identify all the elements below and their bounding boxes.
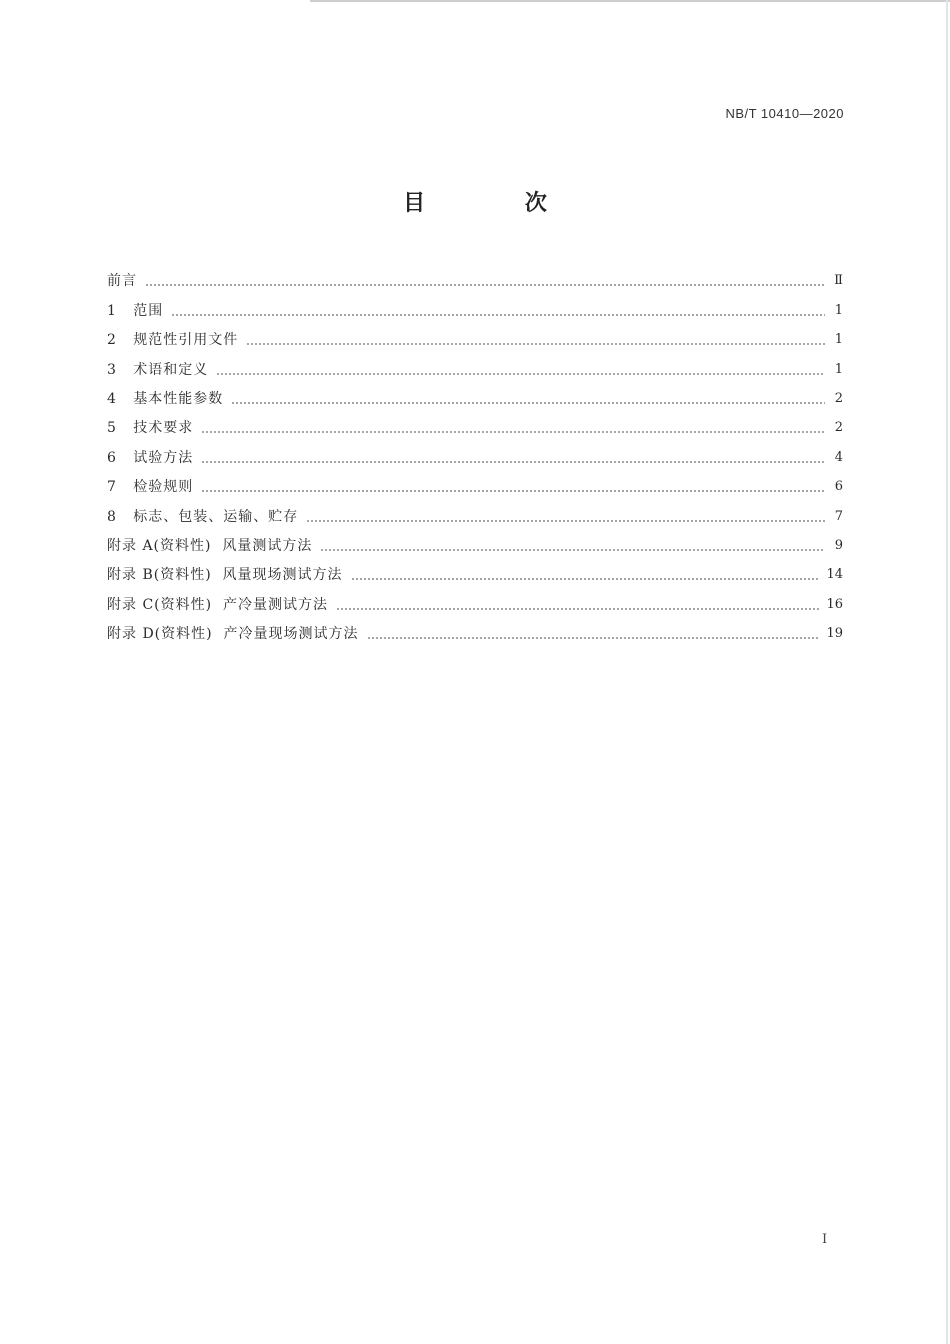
toc-entry-label: 前言 [107,273,137,290]
toc-entry-page: 7 [834,508,843,524]
dot-leader [351,578,821,580]
toc-entry-annex-a[interactable] [107,527,843,556]
toc-entry-scope[interactable] [107,291,843,320]
toc-entry-terms-definitions[interactable] [107,350,843,379]
scan-edge-top [310,0,950,2]
dot-leader [216,373,825,375]
dot-leader [145,284,825,286]
toc-entry-label: 附录 C(资料性) 产冷量测试方法 [107,596,328,613]
toc-entry-inspection-rules[interactable] [107,468,843,497]
toc-entry-label: 7 检验规则 [107,479,194,496]
toc-entry-annex-b[interactable] [107,556,843,585]
toc-entry-page: 1 [834,361,843,377]
dot-leader [231,402,825,404]
dot-leader [201,431,825,433]
standard-code: NB/T 10410—2020 [725,106,844,121]
toc-entry-technical-requirements[interactable] [107,409,843,438]
toc-entry-test-methods[interactable] [107,438,843,467]
toc-entry-annex-c[interactable] [107,585,843,614]
toc-entry-label: 5 技术要求 [107,420,194,437]
toc-entry-label: 附录 D(资料性) 产冷量现场测试方法 [107,626,359,643]
toc-entry-normative-references[interactable] [107,321,843,350]
table-of-contents [107,262,843,644]
dot-leader [201,490,825,492]
toc-title: 目 次 [403,191,593,216]
toc-entry-page: 1 [834,332,843,348]
toc-entry-label: 2 规范性引用文件 [107,332,239,349]
dot-leader [367,637,821,639]
toc-entry-page: 16 [826,596,843,612]
toc-entry-label: 1 范围 [107,302,164,319]
toc-entry-label: 8 标志、包装、运输、贮存 [107,508,299,525]
toc-entry-page: 2 [834,390,843,406]
toc-entry-page: Ⅱ [834,273,843,289]
toc-entry-page: 19 [826,626,843,642]
page-number: I [822,1232,828,1247]
dot-leader [336,608,820,610]
toc-entry-label: 6 试验方法 [107,449,194,466]
dot-leader [320,549,825,551]
toc-entry-label: 附录 A(资料性) 风量测试方法 [107,537,313,554]
dot-leader [306,520,825,522]
toc-entry-annex-d[interactable] [107,615,843,644]
toc-entry-label: 3 术语和定义 [107,361,209,378]
toc-entry-label: 附录 B(资料性) 风量现场测试方法 [107,567,343,584]
toc-entry-page: 1 [834,302,843,318]
toc-entry-page: 6 [834,479,843,495]
toc-entry-foreword[interactable] [107,262,843,291]
toc-entry-page: 4 [834,449,843,465]
toc-entry-page: 14 [826,567,843,583]
dot-leader [246,343,825,345]
dot-leader [171,314,825,316]
dot-leader [201,461,825,463]
toc-entry-page: 9 [834,537,843,553]
toc-entry-label: 4 基本性能参数 [107,390,224,407]
toc-entry-marking-packaging[interactable] [107,497,843,526]
toc-entry-basic-parameters[interactable] [107,380,843,409]
toc-entry-page: 2 [834,420,843,436]
